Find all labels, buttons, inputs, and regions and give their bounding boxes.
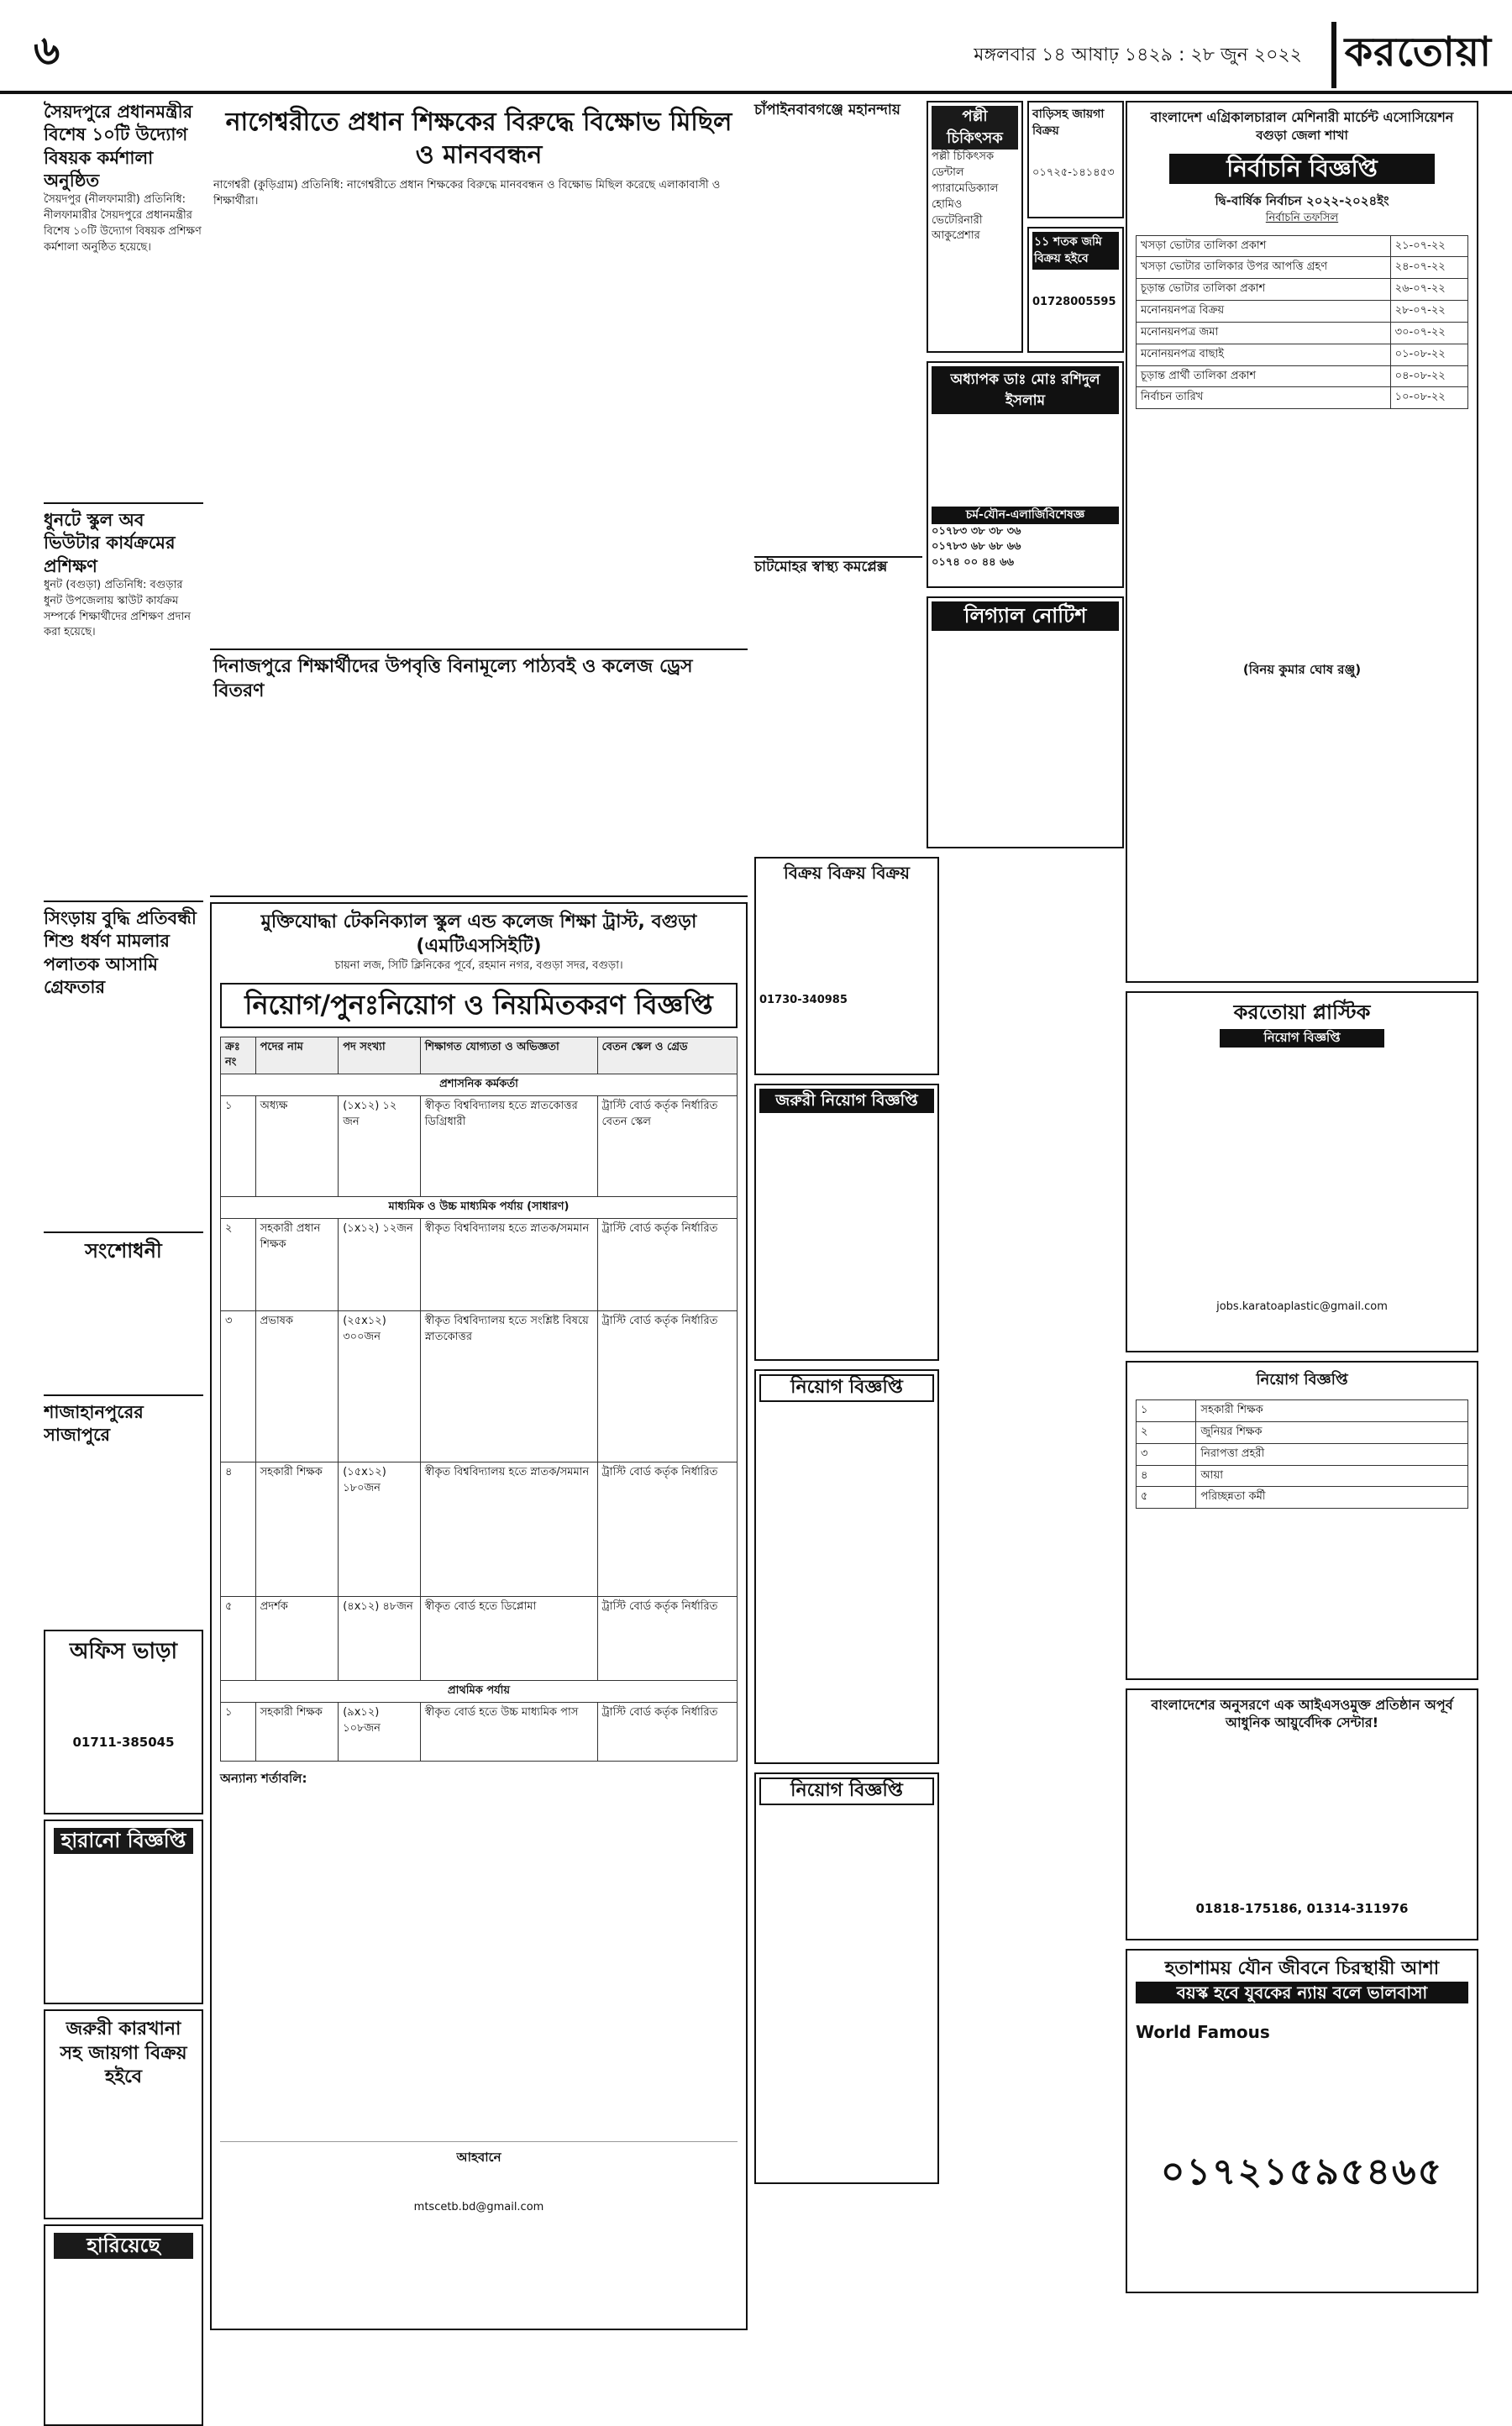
news-left-strip	[754, 101, 922, 790]
dinajpur-headline: দিনাজপুরে শিক্ষার্থীদের উপবৃত্তি বিনামূল্যে পাঠ্যবই ও কলেজ ড্রেস বিতরণ	[213, 656, 693, 701]
ayur-phone: 01818-175186, 01314-311976	[1195, 1900, 1409, 1916]
section-row	[221, 1681, 738, 1703]
cell: মনোনয়নপত্র বিক্রয়	[1137, 301, 1391, 323]
cell: খসড়া ভোটার তালিকার উপর আপত্তি গ্রহণ	[1137, 257, 1391, 279]
cell: পরিচ্ছন্নতা কর্মী	[1196, 1487, 1468, 1509]
col-header: বেতন স্কেল ও গ্রেড	[597, 1037, 737, 1074]
house-sale-ad	[1027, 101, 1124, 218]
cell: স্বীকৃত বোর্ড হতে উচ্চ মাধ্যমিক পাস	[420, 1702, 597, 1761]
table-header-row	[221, 1037, 738, 1074]
palli-item: হোমিও	[932, 197, 963, 211]
cell: ৫	[221, 1597, 256, 1681]
shajapur-article	[44, 1394, 203, 1625]
cell: ট্রাস্টি বোর্ড কর্তৃক নির্ধারিত	[597, 1311, 737, 1462]
chapai-headline: চাঁপাইনবাবগঞ্জে মহানন্দায়	[754, 102, 900, 118]
table-row	[1137, 301, 1468, 323]
protest-headline: নাগেশ্বরীতে প্রধান শিক্ষকের বিরুদ্ধে বিক্ষোভ মিছিল ও মানববন্ধন	[225, 108, 732, 170]
section-primary: প্রাথমিক পর্যায়	[221, 1681, 738, 1703]
recruit-title: নিয়োগ/পুনঃনিয়োগ ও নিয়মিতকরণ বিজ্ঞপ্তি	[220, 983, 738, 1028]
doctor-phone: ০১৭৮৩ ৬৮ ৬৮ ৬৬	[932, 540, 1021, 554]
cell: ০১-০৮-২২	[1390, 344, 1467, 365]
cell: চূড়ান্ত প্রার্থী তালিকা প্রকাশ	[1137, 365, 1391, 387]
ayurvedic-ad	[1126, 1688, 1478, 1940]
palli-item: পল্লী চিকিৎসক	[932, 150, 995, 164]
land-phone: 01728005595	[1032, 295, 1116, 308]
table-row	[1137, 322, 1468, 344]
office-rent-phone: 01711-385045	[72, 1734, 175, 1750]
table-row	[221, 1597, 738, 1681]
cell: (১x১২) ১২ জন	[339, 1096, 421, 1197]
cell: ট্রাস্টি বোর্ড কর্তৃক নির্ধারিত	[597, 1462, 737, 1597]
rape-article	[44, 901, 203, 1231]
table-row	[1137, 344, 1468, 365]
doctor-phone: ০১৭৮৩ ৩৮ ৩৮ ৩৬	[932, 524, 1021, 538]
cell: সহকারী প্রধান শিক্ষক	[255, 1219, 339, 1311]
conditions-text-block	[220, 1788, 738, 2142]
cell: স্বীকৃত বোর্ড হতে ডিপ্লোমা	[420, 1597, 597, 1681]
doctor-phone: ০১৭৪ ০০ ৪৪ ৬৬	[932, 556, 1015, 570]
table-row	[1137, 365, 1468, 387]
election-title: নির্বাচনি বিজ্ঞপ্তি	[1169, 154, 1435, 184]
trust-name: মুক্তিযোদ্ধা টেকনিক্যাল স্কুল এন্ড কলেজ শিক্ষা ট্রাস্ট, বগুড়া (এমটিএসসিইটি)	[260, 911, 697, 957]
cell: ১	[1137, 1400, 1196, 1422]
cell: ২	[221, 1219, 256, 1311]
page-header	[0, 0, 1512, 94]
sale-phone: ০১৭২৫-১৪১৪৫৩	[1032, 165, 1115, 179]
table-row	[1137, 387, 1468, 409]
page-number: ৬	[34, 27, 60, 74]
cell: অধ্যক্ষ	[255, 1096, 339, 1197]
office-rent-ad	[44, 1630, 203, 1814]
cell: মনোনয়নপত্র জমা	[1137, 322, 1391, 344]
plastic-title: করতোয়া প্লাস্টিক	[1233, 1000, 1371, 1024]
school-table	[1136, 1399, 1468, 1509]
cell: স্বীকৃত বিশ্ববিদ্যালয় হতে স্নাতক/সমমান	[420, 1462, 597, 1597]
land-title: ১১ শতক জমি বিক্রয় হইবে	[1032, 232, 1119, 270]
cell: জুনিয়র শিক্ষক	[1196, 1421, 1468, 1443]
missing-ad	[44, 2224, 203, 2426]
cell: ২১-০৭-২২	[1390, 235, 1467, 257]
cell: ট্রাস্টি বোর্ড কর্তৃক নির্ধারিত বেতন স্কেল	[597, 1096, 737, 1197]
cell: ১০-০৮-২২	[1390, 387, 1467, 409]
protest-body: নাগেশ্বরী (কুড়িগ্রাম) প্রতিনিধি: নাগেশ্বরীতে প্রধান শিক্ষকের বিরুদ্ধে মানববন্ধন ও বিক্ষোভ মিছিল করেছে এলাকাবাসী ও শিক্ষার্থীরা।	[213, 179, 721, 207]
niyog1-title: নিয়োগ বিজ্ঞপ্তি	[759, 1374, 934, 1402]
school-title: নিয়োগ বিজ্ঞপ্তি	[1256, 1371, 1348, 1389]
office-rent-title: অফিস ভাড়া	[69, 1639, 178, 1664]
cell: ৫	[1137, 1487, 1196, 1509]
col-header: শিক্ষাগত যোগ্যতা ও অভিজ্ঞতা	[420, 1037, 597, 1074]
doctor-ad	[927, 361, 1124, 588]
column-1	[44, 101, 203, 2293]
scout-article	[44, 502, 203, 901]
cell: ২৮-০৭-২২	[1390, 301, 1467, 323]
land-sale-ad	[1027, 227, 1124, 353]
plastic-sub: নিয়োগ বিজ্ঞপ্তি	[1220, 1029, 1384, 1048]
cell: ট্রাস্টি বোর্ড কর্তৃক নির্ধারিত	[597, 1597, 737, 1681]
cell: ট্রাস্টি বোর্ড কর্তৃক নির্ধারিত	[597, 1219, 737, 1311]
chatmohar-headline: চাটমোহর স্বাস্থ্য কমপ্লেক্স	[754, 556, 922, 576]
cell: নিরাপত্তা প্রহরী	[1196, 1443, 1468, 1465]
table-row	[1137, 1465, 1468, 1487]
cell: স্বীকৃত বিশ্ববিদ্যালয় হতে সংশ্লিষ্ট বিষয়ে স্নাতকোত্তর	[420, 1311, 597, 1462]
trust-address: চায়না লজ, সিটি ক্লিনিকের পূর্বে, রহমান নগর, বগুড়া সদর, বগুড়া।	[334, 959, 623, 973]
cell: ৩	[1137, 1443, 1196, 1465]
cell: স্বীকৃত বিশ্ববিদ্যালয় হতে স্নাতক/সমমান	[420, 1219, 597, 1311]
hope-headline: হতাশাময় যৌন জীবনে চিরস্থায়ী আশা	[1164, 1958, 1440, 1979]
cell: ২৬-০৭-২২	[1390, 279, 1467, 301]
hope-sub: বয়স্ক হবে যুবকের ন্যায় বলে ভালবাসা	[1136, 1982, 1468, 2003]
scout-headline: ধুনটে স্কুল অব ভিউটার কার্যক্রমের প্রশিক্ষণ	[44, 510, 176, 576]
lost-ad	[44, 1820, 203, 2004]
election-notice	[1126, 101, 1478, 983]
cell: ১	[221, 1096, 256, 1197]
table-row	[1137, 257, 1468, 279]
table-row	[1137, 1400, 1468, 1422]
palli-item: প্যারামেডিক্যাল	[932, 181, 999, 195]
col-header: পদ সংখ্যা	[339, 1037, 421, 1074]
school-recruit-ad	[1126, 1361, 1478, 1680]
world-famous: World Famous	[1136, 2021, 1270, 2042]
palli-item: ভেটেরিনারী	[932, 213, 983, 227]
legal-notice	[927, 596, 1124, 848]
niyog2-title: নিয়োগ বিজ্ঞপ্তি	[759, 1777, 934, 1805]
hope-ad	[1126, 1949, 1478, 2293]
protest-article	[210, 101, 748, 650]
plastic-email[interactable]: jobs.karatoaplastic@gmail.com	[1216, 1300, 1388, 1313]
table-row	[1137, 1421, 1468, 1443]
urgent-title: জরুরী নিয়োগ বিজ্ঞপ্তি	[759, 1089, 934, 1113]
sell-ad	[754, 857, 939, 1075]
cell: ট্রাস্টি বোর্ড কর্তৃক নির্ধারিত	[597, 1702, 737, 1761]
table-row	[221, 1219, 738, 1311]
table-row	[1137, 235, 1468, 257]
schedule-sub: নির্বাচনি তফসিল	[1265, 211, 1339, 224]
missing-title: হারিয়েছে	[54, 2233, 193, 2259]
cell: ০৪-০৮-২২	[1390, 365, 1467, 387]
cell: চূড়ান্ত ভোটার তালিকা প্রকাশ	[1137, 279, 1391, 301]
cell: (১x১২) ১২জন	[339, 1219, 421, 1311]
factory-sale-ad	[44, 2009, 203, 2219]
table-row	[221, 1702, 738, 1761]
column-4	[1126, 101, 1478, 2293]
lost-title: হারানো বিজ্ঞপ্তি	[54, 1828, 193, 1854]
recruitment-table	[220, 1037, 738, 1762]
correction-title: সংশোধনী	[85, 1239, 162, 1263]
chapai-body	[754, 119, 922, 556]
cell: ১	[221, 1702, 256, 1761]
contact-email[interactable]: mtscetb.bd@gmail.com	[413, 2201, 544, 2214]
doctor-spec: চর্ম-যৌন-এলার্জিবিশেষজ্ঞ	[932, 507, 1119, 523]
conditions-title: অন্যান্য শর্তাবলি:	[220, 1770, 307, 1786]
table-row	[1137, 1443, 1468, 1465]
column-2	[210, 101, 748, 2293]
cell: ২৪-০৭-২২	[1390, 257, 1467, 279]
section-admin: প্রশাসনিক কর্মকর্তা	[221, 1074, 738, 1096]
shajapur-headline: শাজাহানপুরের সাজাপুরে	[44, 1402, 144, 1446]
schedule-table	[1136, 235, 1468, 410]
cell: সহকারী শিক্ষক	[1196, 1400, 1468, 1422]
cell: (১৫x১২) ১৮০জন	[339, 1462, 421, 1597]
col-header: পদের নাম	[255, 1037, 339, 1074]
section-row	[221, 1074, 738, 1096]
cell: ৩০-০৭-২২	[1390, 322, 1467, 344]
table-row	[221, 1096, 738, 1197]
schedule-title: দ্বি-বার্ষিক নির্বাচন ২০২২-২০২৪ইং	[1215, 192, 1389, 208]
signer: (বিনয় কুমার ঘোষ রঞ্জু)	[1242, 662, 1362, 678]
cell: (২৫x১২) ৩০০জন	[339, 1311, 421, 1462]
legal-title: লিগ্যাল নোটিশ	[932, 601, 1119, 631]
plastic-ad	[1126, 991, 1478, 1352]
pm-body: সৈয়দপুর (নীলফামারী) প্রতিনিধি: নীলফামারীর সৈয়দপুরে প্রধানমন্ত্রীর বিশেষ ১০টি উদ্যোগ বিষয়ক প্রশিক্ষণ কর্মশালা অনুষ্ঠিত হয়েছে।	[44, 193, 202, 254]
cell: ৪	[1137, 1465, 1196, 1487]
cell: ৪	[221, 1462, 256, 1597]
scout-body: ধুনট (বগুড়া) প্রতিনিধি: বগুড়ার ধুনট উপজেলায় স্কাউট কার্যক্রম সম্পর্কে শিক্ষার্থীদের প্রশিক্ষণ প্রদান করা হয়েছে।	[44, 578, 191, 639]
cell: (৪x১২) ৪৮জন	[339, 1597, 421, 1681]
cell: মনোনয়নপত্র বাছাই	[1137, 344, 1391, 365]
section-row	[221, 1197, 738, 1219]
table-row	[221, 1462, 738, 1597]
palli-item: ডেন্টাল	[932, 166, 964, 180]
cell: ২	[1137, 1421, 1196, 1443]
cell: নির্বাচন তারিখ	[1137, 387, 1391, 409]
palli-item: আকুপ্রেশার	[932, 229, 980, 243]
cell: (৯x১২) ১০৮জন	[339, 1702, 421, 1761]
pm-article	[44, 101, 203, 502]
sell-title: বিক্রয় বিক্রয় বিক্রয়	[784, 863, 910, 883]
palli-title: পল্লী চিকিৎসক	[932, 106, 1018, 150]
cell: প্রদর্শক	[255, 1597, 339, 1681]
table-row	[1137, 1487, 1468, 1509]
newspaper-logo: করতোয়া	[1331, 22, 1492, 88]
cell: সহকারী শিক্ষক	[255, 1462, 339, 1597]
cell: স্বীকৃত বিশ্ববিদ্যালয় হতে স্নাতকোত্তর ডিগ্রিধারী	[420, 1096, 597, 1197]
table-row	[221, 1311, 738, 1462]
urgent-recruit-ad	[754, 1084, 939, 1361]
sale-title: বাড়িসহ জায়গা বিক্রয়	[1032, 108, 1105, 139]
cell: আয়া	[1196, 1465, 1468, 1487]
assoc-name: বাংলাদেশ এগ্রিকালচারাল মেশিনারী মার্চেন্ট এসোসিয়েশন	[1150, 109, 1454, 125]
section-secondary: মাধ্যমিক ও উচ্চ মাধ্যমিক পর্যায় (সাধারণ)	[221, 1197, 738, 1219]
ayur-headline: বাংলাদেশের অনুসরণে এক আইএসওমুক্ত প্রতিষ্ঠান অপূর্ব আধুনিক আয়ুর্বেদিক সেন্টার!	[1151, 1697, 1453, 1730]
recruit-ad-1	[754, 1369, 939, 1764]
pm-headline: সৈয়দপুরে প্রধানমন্ত্রীর বিশেষ ১০টি উদ্যোগ বিষয়ক কর্মশালা অনুষ্ঠিত	[44, 102, 193, 191]
palli-ad	[927, 101, 1023, 353]
col-header: ক্রঃ নং	[221, 1037, 256, 1074]
cell: প্রভাষক	[255, 1311, 339, 1462]
cell: সহকারী শিক্ষক	[255, 1702, 339, 1761]
table-row	[1137, 279, 1468, 301]
recruit-ad-2	[754, 1772, 939, 2184]
cell: খসড়া ভোটার তালিকা প্রকাশ	[1137, 235, 1391, 257]
cell: ৩	[221, 1311, 256, 1462]
factory-sale-title: জরুরী কারখানা সহ জায়গা বিক্রয় হইবে	[60, 2019, 187, 2088]
correction-article	[44, 1231, 203, 1394]
column-3	[754, 101, 1124, 2293]
rape-headline: সিংড়ায় বুদ্ধি প্রতিবন্ধী শিশু ধর্ষণ মামলার পলাতক আসামি গ্রেফতার	[44, 908, 197, 997]
apply-title: আহবানে	[456, 2149, 501, 2165]
big-phone-number: ০১৭২১৫৯৫৪৬৫	[1160, 2150, 1444, 2193]
issue-date: মঙ্গলবার ১৪ আষাঢ় ১৪২৯ : ২৮ জুন ২০২২	[974, 45, 1302, 66]
doctor-title: অধ্যাপক ডাঃ মোঃ রশিদুল ইসলাম	[932, 366, 1119, 414]
dinajpur-article	[210, 650, 748, 897]
assoc-branch: বগুড়া জেলা শাখা	[1256, 127, 1348, 143]
sell-phone: 01730-340985	[759, 994, 848, 1006]
recruitment-notice	[210, 902, 748, 2330]
